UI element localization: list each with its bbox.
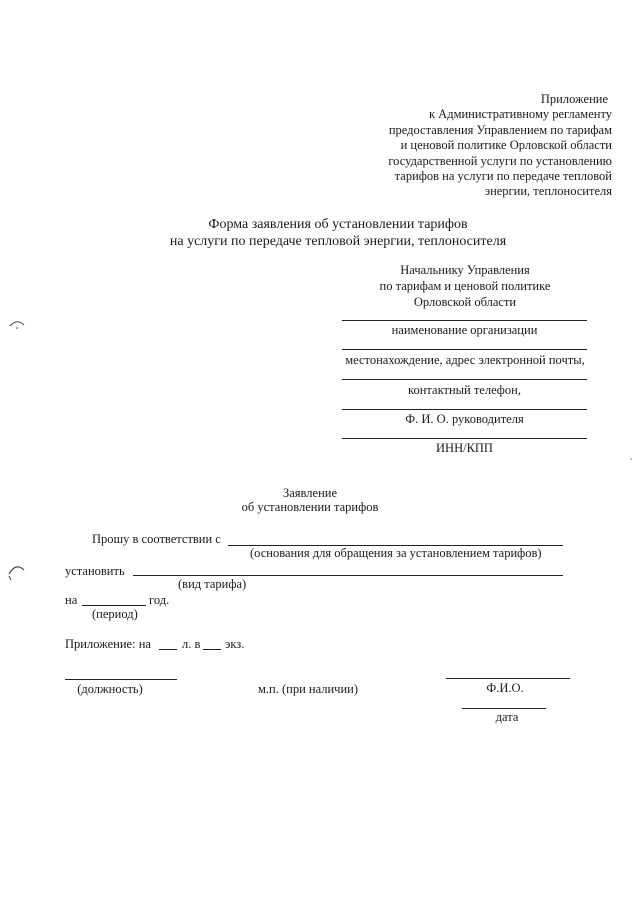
director-name-field[interactable]: [342, 409, 587, 410]
statement-title: Заявление: [282, 486, 337, 500]
attachment-prefix: Приложение: на: [65, 637, 151, 651]
position-field[interactable]: [65, 679, 177, 680]
appendix-line: государственной услуги по установлению: [388, 154, 612, 168]
attachment-sheets-field[interactable]: [159, 649, 177, 650]
scan-speck: [628, 455, 634, 463]
tariff-type-hint: (вид тарифа): [178, 577, 247, 591]
form-title-line-1: Форма заявления об установлении тарифов: [208, 217, 468, 232]
period-hint: (период): [92, 607, 138, 621]
request-prefix: Прошу в соответствии с: [92, 532, 221, 546]
period-field[interactable]: [82, 605, 146, 606]
period-suffix: год.: [149, 593, 170, 607]
appendix-line: и ценовой политике Орловской области: [400, 138, 612, 152]
request-basis-hint: (основания для обращения за установлением тарифов): [250, 546, 542, 560]
full-name-field[interactable]: [446, 678, 570, 679]
tariff-type-field[interactable]: [133, 575, 563, 576]
organization-name-field[interactable]: [342, 320, 587, 321]
punch-hole-mark: [8, 316, 26, 332]
inn-kpp-field[interactable]: [342, 438, 587, 439]
addressee-line-2: по тарифам и ценовой политике: [379, 279, 551, 293]
attachment-copies-field[interactable]: [203, 649, 221, 650]
appendix-line: к Административному регламенту: [428, 107, 612, 121]
address-email-field[interactable]: [342, 349, 587, 350]
position-label: (должность): [77, 682, 143, 696]
period-prefix: на: [65, 593, 78, 607]
appendix-line: тарифов на услуги по передаче тепловой: [394, 169, 612, 183]
appendix-line: предоставления Управлением по тарифам: [388, 123, 612, 137]
stamp-label: м.п. (при наличии): [258, 682, 358, 696]
inn-kpp-label: ИНН/КПП: [436, 441, 493, 455]
phone-field[interactable]: [342, 379, 587, 380]
attachment-suffix: экз.: [225, 637, 245, 651]
addressee-line-3: Орловской области: [413, 295, 517, 309]
addressee-line-1: Начальнику Управления: [400, 263, 530, 277]
establish-prefix: установить: [65, 564, 125, 578]
organization-name-label: наименование организации: [391, 323, 538, 337]
full-name-label: Ф.И.О.: [486, 681, 524, 695]
appendix-line: энергии, теплоносителя: [484, 184, 612, 198]
date-label: дата: [495, 710, 519, 724]
address-email-label: местонахождение, адрес электронной почты,: [345, 353, 585, 367]
date-field[interactable]: [462, 708, 546, 709]
director-name-label: Ф. И. О. руководителя: [405, 412, 524, 426]
phone-label: контактный телефон,: [408, 383, 521, 397]
form-title-line-2: на услуги по передаче тепловой энергии, теплоносителя: [169, 234, 507, 249]
statement-subtitle: об установлении тарифов: [241, 500, 379, 514]
attachment-mid: л. в: [182, 637, 201, 651]
punch-hole-mark: [6, 560, 26, 584]
appendix-line: Приложение: [540, 92, 608, 106]
